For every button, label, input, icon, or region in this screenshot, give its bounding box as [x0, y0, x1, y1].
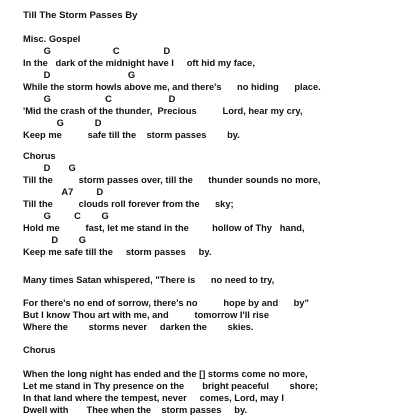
- chord-line: D G: [23, 163, 76, 173]
- lyric-line: In the dark of the midnight have I oft hid my face,: [23, 58, 255, 68]
- lyric-line: When the long night has ended and the [] storms come no more,: [23, 369, 308, 379]
- song-title: Till The Storm Passes By: [23, 10, 138, 21]
- lyric-line: Let me stand in Thy presence on the bright peaceful shore;: [23, 381, 318, 391]
- lyric-line: Many times Satan whispered, "There is no need to try,: [23, 275, 275, 285]
- lyric-line: Dwell with Thee when the storm passes by.: [23, 405, 248, 415]
- song-category: Misc. Gospel: [23, 34, 81, 44]
- lyric-line: In that land where the tempest, never comes, Lord, may I: [23, 393, 284, 403]
- chord-line: D G: [23, 70, 136, 80]
- chord-line: G C D: [23, 46, 171, 56]
- lyric-line: Hold me fast, let me stand in the hollow of Thy hand,: [23, 223, 305, 233]
- lyric-line: Where the storms never darken the skies.: [23, 322, 254, 332]
- chord-line: G D: [23, 118, 102, 128]
- lyric-line: 'Mid the crash of the thunder, Precious Lord, hear my cry,: [23, 106, 303, 116]
- lyric-line: But I know Thou art with me, and tomorrow I'll rise: [23, 310, 270, 320]
- chord-line: G C D: [23, 94, 176, 104]
- lyric-line: While the storm howls above me, and there's no hiding place.: [23, 82, 321, 92]
- chord-line: G C G: [23, 211, 109, 221]
- lyric-line: Keep me safe till the storm passes by.: [23, 247, 212, 257]
- lyric-line: Till the clouds roll forever from the sky;: [23, 199, 234, 209]
- lyric-line: Till the storm passes over, till the thunder sounds no more,: [23, 175, 321, 185]
- chord-line: A7 D: [23, 187, 104, 197]
- lyric-line: For there's no end of sorrow, there's no hope by and by": [23, 298, 309, 308]
- chord-line: D G: [23, 235, 87, 245]
- section-heading-chorus: Chorus: [23, 345, 56, 355]
- section-heading-chorus: Chorus: [23, 151, 56, 161]
- lyric-line: Keep me safe till the storm passes by.: [23, 130, 240, 140]
